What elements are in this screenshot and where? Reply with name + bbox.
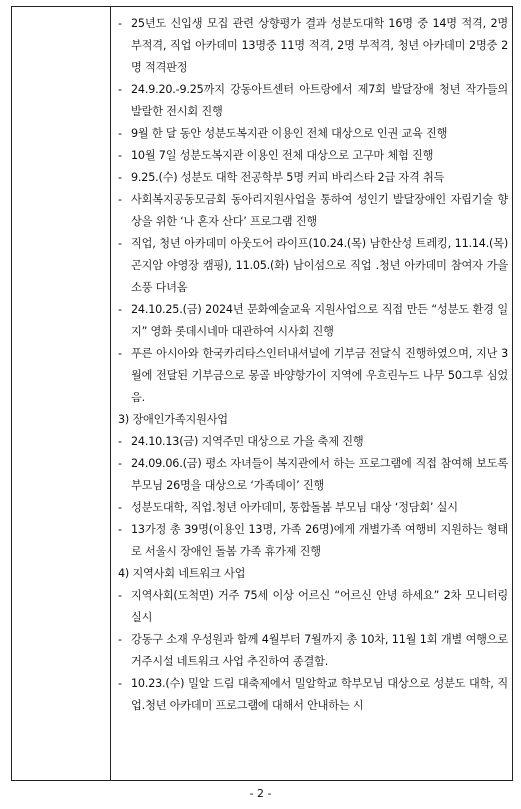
bullet-item [116,189,508,233]
section-heading: 4) 지역사회 네트워크 사업 [118,567,246,580]
bullet-text: 9.25.(수) 성분도 대학 전공학부 5명 커피 바리스타 2급 자격 취득 [131,171,445,184]
bullet-item [116,233,508,299]
bullet-item [116,123,508,145]
bullet-dash: - [118,523,122,536]
bullet-item [116,497,508,519]
bullet-dash: - [118,347,122,360]
bullet-item [116,431,508,453]
bullet-dash: - [118,501,122,514]
bullet-text: 10.23.(수) 밀알 드림 대축제에서 밀알학교 학부모님 대상으로 성분도 대학, 직업․청년 아카데미 프로그램에 대해서 안내하는 시 [131,677,508,712]
column-divider [110,7,111,780]
bullet-dash: - [118,303,122,316]
bullet-text: 13가정 총 39명(이용인 13명, 가족 26명)에게 개별가족 여행비 지원하는 형태로 서울시 장애인 돌봄 가족 휴가제 진행 [131,523,508,558]
bullet-text: 24.9.20.-9.25까지 강동아트센터 아트랑에서 제7회 발달장애 청년 작가들의 발랄한 전시회 진행 [131,83,508,118]
bullet-item [116,145,508,167]
section-heading: 3) 장애인가족지원사업 [118,413,228,426]
bullet-dash: - [118,127,122,140]
bullet-text: 25년도 신입생 모집 관련 상향평가 결과 성분도대학 16명 중 14명 적격, 2명 부적격, 직업 아카데미 13명중 11명 적격, 2명 부적격, 청년 아카데미 2명중 2명 적격판정 [131,17,508,74]
bullet-dash: - [118,435,122,448]
bullet-dash: - [118,677,122,690]
bullet-text: 강동구 소재 우성원과 함께 4월부터 7월까지 총 10차, 11월 1회 개별 여행으로 거주시설 네트워크 사업 추진하여 종결함. [131,633,508,668]
bullet-item [116,585,508,629]
bullet-dash: - [118,83,122,96]
bullet-text: 직업, 청년 아카데미 아웃도어 라이프(10.24.(목) 남한산성 트레킹, 11.14.(목) 곤지암 야영장 캠핑), 11.05.(화) 남이섬으로 직업 ․청년 아카데미 참여자 가을 소풍 다녀옴 [131,237,508,294]
bullet-text: 푸른 아시아와 한국카리타스인터내셔널에 기부금 전달식 진행하였으며, 지난 3월에 전달된 기부금으로 몽골 바양항가이 지역에 우흐린누드 나무 50그루 심었음. [131,347,508,404]
bullet-item [116,79,508,123]
bullet-item [116,299,508,343]
bullet-dash: - [118,237,122,250]
document-table [11,6,513,781]
bullet-text: 24.10.25.(금) 2024년 문화예술교육 지원사업으로 직접 만든 “성분도 환경 일지” 영화 롯데시네마 대관하여 시사회 진행 [131,303,508,338]
bullet-text: 사회복지공동모금회 동아리지원사업을 통하여 성인기 발달장애인 자립기술 향상을 위한 ‘나 혼자 산다’ 프로그램 진행 [131,193,508,228]
bullet-item [116,519,508,563]
bullet-text: 지역사회(도척면) 거주 75세 이상 어르신 “어르신 안녕 하세요” 2차 모니터링 실시 [131,589,508,624]
bullet-text: 9월 한 달 동안 성분도복지관 이용인 전체 대상으로 인권 교육 진행 [131,127,448,140]
bullet-dash: - [118,149,122,162]
bullet-dash: - [118,193,122,206]
bullet-text: 24.10.13(금) 지역주민 대상으로 가을 축제 진행 [131,435,364,448]
bullet-item [116,167,508,189]
bullet-text: 10월 7일 성분도복지관 이용인 전체 대상으로 고구마 체험 진행 [131,149,434,162]
bullet-item [116,13,508,79]
bullet-item [116,673,508,717]
bullet-item [116,629,508,673]
bullet-item [116,343,508,409]
table-content-cell [116,13,508,717]
bullet-dash: - [118,17,122,30]
bullet-dash: - [118,633,122,646]
bullet-text: 24.09.06.(금) 평소 자녀들이 복지관에서 하는 프로그램에 직접 참여해 보도록 부모님 26명을 대상으로 ‘가족데이’ 진행 [131,457,508,492]
bullet-dash: - [118,171,122,184]
bullet-dash: - [118,589,122,602]
bullet-text: 성분도대학, 직업․청년 아카데미, 통합돌봄 부모님 대상 ‘정담회’ 실시 [131,501,458,514]
bullet-item [116,453,508,497]
page-number: - 2 - [249,787,272,800]
bullet-dash: - [118,457,122,470]
